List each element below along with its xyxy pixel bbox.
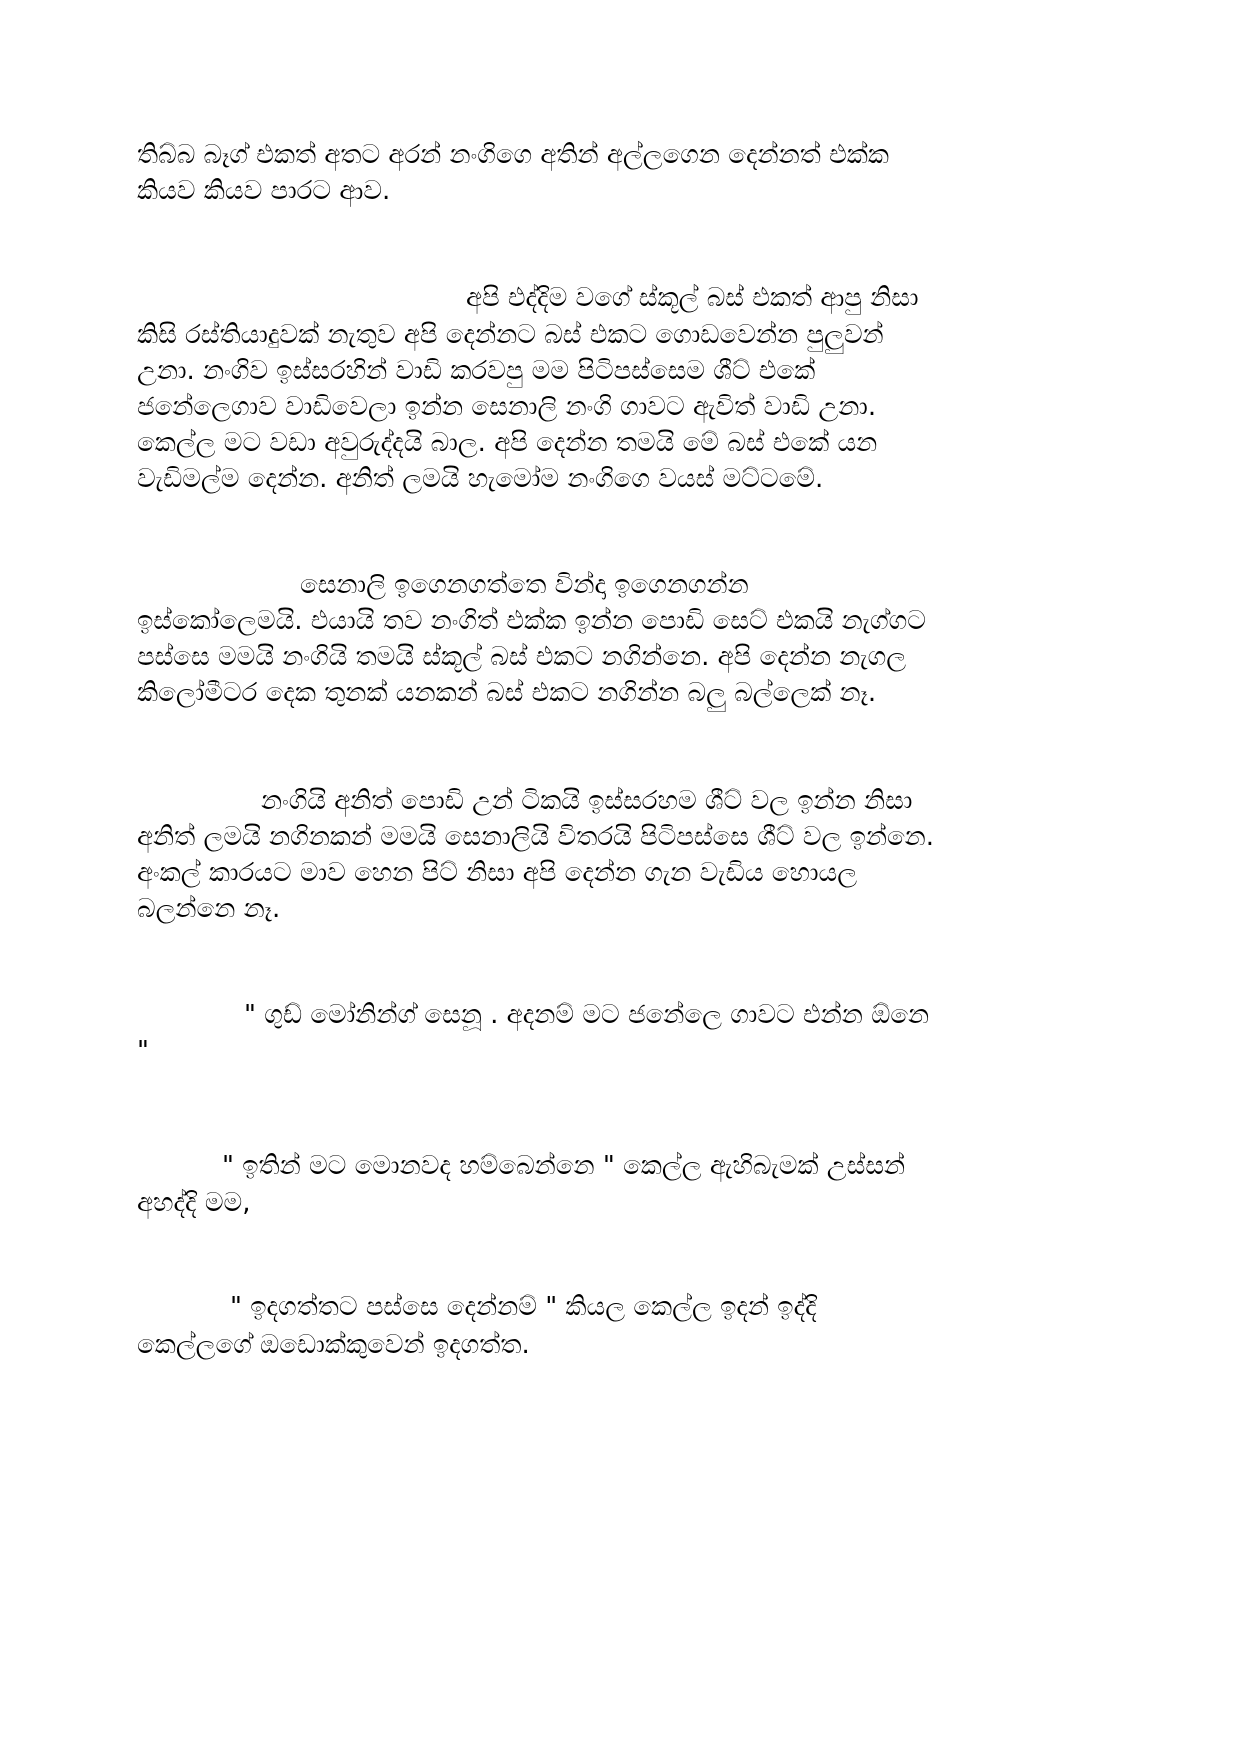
paragraph-6-line-1: " ඉතින් මට මොනවද හම්බෙන්නෙ " කෙල්ල ඇහිබැමක් උස්සන් — [222, 1151, 906, 1181]
paragraph-1-line-1: තිබ්බ බෑග් එකත් අතට අරන් නංගිගෙ අතින් අල්ලගෙන දෙන්නත් එක්ක — [137, 140, 889, 170]
paragraph-4-line-1: නංගියි අනිත් පොඩි උන් ටිකයි ඉස්සරහම ශීට් වල ඉන්න නිසා — [261, 786, 913, 816]
paragraph-2-line-6: වැඩිමල්ම දෙන්න. අනිත් ලමයි හැමෝම නංගිගෙ වයස් මට්ටමේ. — [137, 464, 824, 494]
paragraph-2-line-4: ජනේලෙගාව වාඩිවෙලා ඉන්න සෙනාලි නංගි ගාවට ඇවිත් වාඩි උනා. — [137, 392, 877, 422]
paragraph-2-line-1: අපි එද්දිම වගේ ස්කූල් බස් එකත් ආපු නිසා — [466, 283, 919, 313]
paragraph-5-line-1: " ගුඩ් මෝනින්ග් සෙනූ . අදනම් මට ජනේලෙ ගාවට එන්න ඕනෙ — [244, 1000, 930, 1030]
paragraph-7-line-2: කෙල්ලගේ ඔඩොක්කුවෙන් ඉදගත්ත. — [137, 1330, 530, 1360]
paragraph-4-line-2: අනිත් ලමයි නගිනකන් මමයි සෙනාලියි විතරයි පිටිපස්සෙ ශීට් වල ඉන්නෙ. — [137, 822, 935, 852]
paragraph-1-line-2: කියව කියව පාරට ආව. — [137, 176, 391, 206]
paragraph-3-line-3: පස්සෙ මමයි නංගියි තමයි ස්කූල් බස් එකට නගින්නෙ. අපි දෙන්න නැගල — [137, 642, 907, 672]
paragraph-2-line-2: කිසි රස්තියාදුවක් නැතුව අපි දෙන්නට බස් එකට ගොඩවෙන්න පුලුවන් — [137, 320, 884, 350]
paragraph-3-line-2: ඉස්කෝලෙමයි. එයායි තව නංගිත් එක්ක ඉන්න පොඩි සෙට් එකයි නැග්ගට — [137, 606, 926, 636]
paragraph-4-line-3: අංකල් කාරයට මාව හෙන පිට් නිසා අපි දෙන්න ගැන වැඩිය හොයල — [137, 858, 858, 888]
paragraph-5-line-2: " — [137, 1036, 149, 1066]
paragraph-2-line-3: උනා. නංගිව ඉස්සරහින් වාඩි කරවපු මම පිටිපස්සෙම ශීට් එකේ — [137, 356, 816, 386]
paragraph-6-line-2: අහද්දි මම, — [137, 1188, 251, 1218]
paragraph-2-line-5: කෙල්ල මට වඩා අවුරුද්දයි බාල. අපි දෙන්න තමයි මේ බස් එකේ යන — [137, 428, 878, 458]
paragraph-7-line-1: " ඉදගත්තට පස්සෙ දෙන්නම් " කියල කෙල්ල ඉදන් ඉද්දි — [230, 1292, 817, 1322]
paragraph-4-line-4: බලන්නෙ නෑ. — [137, 894, 281, 924]
paragraph-3-line-1: සෙනාලි ඉගෙනගත්තෙ වින්දා ඉගෙනගන්න — [300, 570, 749, 600]
paragraph-3-line-4: කිලෝමීටර දෙක තුනක් යනකන් බස් එකට නගින්න බලු බල්ලෙක් නෑ. — [137, 678, 877, 708]
